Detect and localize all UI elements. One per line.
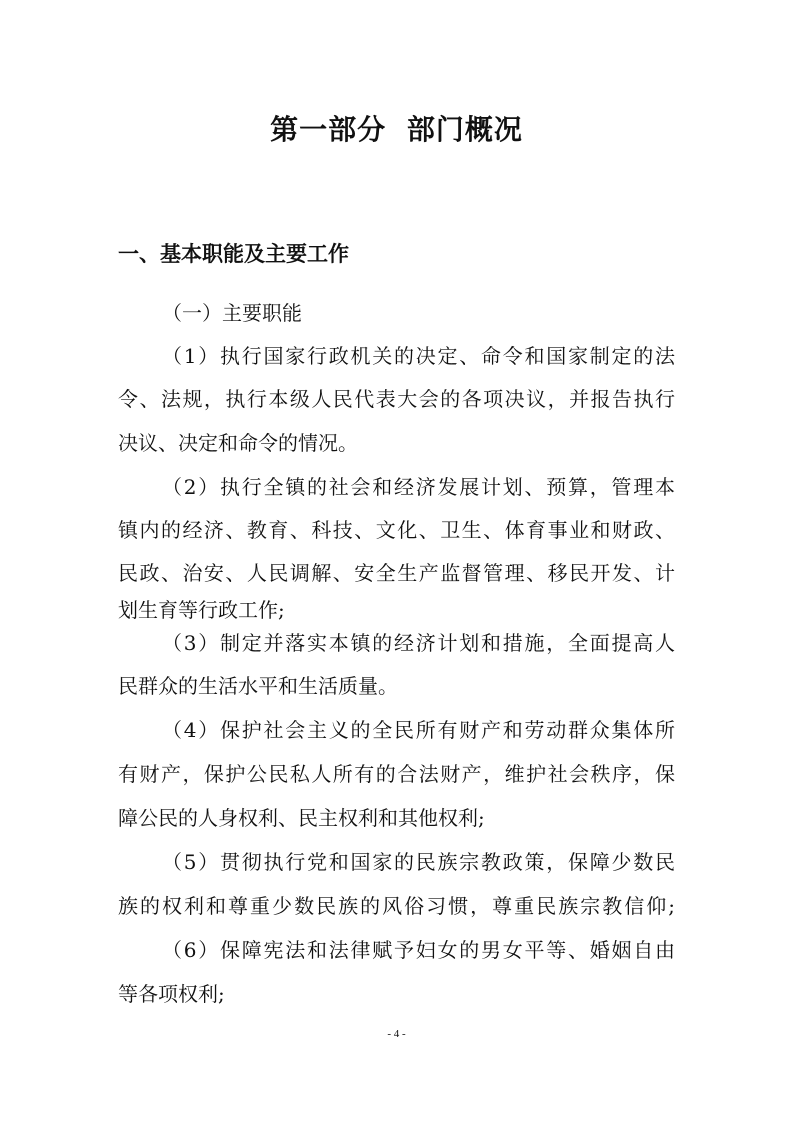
paragraph-line: 民群众的生活水平和生活质量。 — [118, 674, 398, 698]
paragraph-line: 决议、决定和命令的情况。 — [118, 431, 358, 455]
subsection-heading: （一）主要职能 — [162, 301, 302, 325]
paragraph-line: 障公民的人身权利、民主权利和其他权利; — [118, 806, 485, 830]
paragraph-line: 有财产，保护公民私人所有的合法财产，维护社会秩序，保 — [118, 762, 675, 786]
paragraph-line: （3）制定并落实本镇的经济计划和措施，全面提高人 — [162, 631, 675, 655]
page-title: 第一部分 部门概况 — [270, 113, 523, 146]
paragraph-line: 族的权利和尊重少数民族的风俗习惯，尊重民族宗教信仰; — [118, 894, 675, 918]
paragraph-line: （6）保障宪法和法律赋予妇女的男女平等、婚姻自由 — [162, 938, 675, 962]
paragraph-line: （5）贯彻执行党和国家的民族宗教政策，保障少数民 — [162, 850, 675, 874]
paragraph-line: （2）执行全镇的社会和经济发展计划、预算，管理本 — [162, 475, 675, 499]
paragraph-line: 令、法规，执行本级人民代表大会的各项决议，并报告执行 — [118, 387, 675, 411]
paragraph-line: 等各项权利; — [118, 982, 225, 1006]
paragraph-line: 民政、治安、人民调解、安全生产监督管理、移民开发、计 — [118, 561, 675, 585]
page-number: - 4 - — [387, 1028, 406, 1040]
paragraph-line: （1）执行国家行政机关的决定、命令和国家制定的法 — [162, 344, 675, 368]
paragraph-line: 镇内的经济、教育、科技、文化、卫生、体育事业和财政、 — [118, 518, 675, 542]
paragraph-line: （4）保护社会主义的全民所有财产和劳动群众集体所 — [162, 718, 675, 742]
paragraph-line: 划生育等行政工作; — [118, 598, 285, 622]
section-heading: 一、基本职能及主要工作 — [118, 242, 349, 266]
